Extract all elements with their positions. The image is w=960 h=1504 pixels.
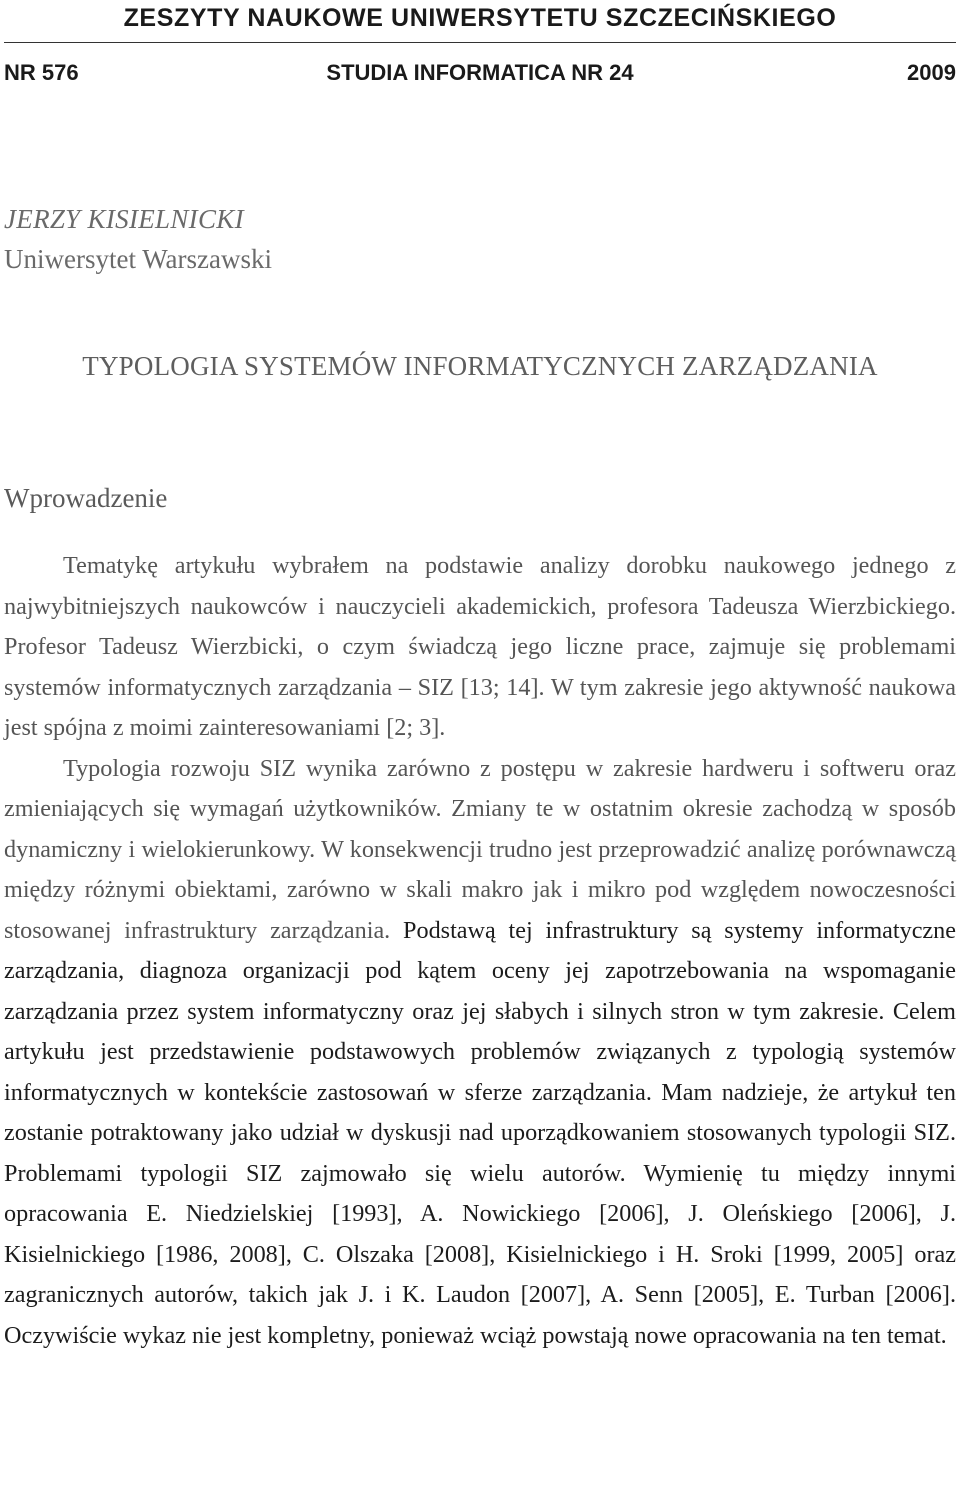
paragraph-typology-part-2: Podstawą tej infrastruktury są systemy informatyczne zarządzania, diagnoza organizacji pod kątem oceny jej zapotrzebowania na wspomaganie zarządzania przez system informatyczny oraz jej słabych i silnych stron w tym zakresie. Celem artykułu jest przedstawienie podstawowych problemów związanych z typologią systemów informatycznych w kontekście zastosowań w sferze zarządzania. Mam nadzieje, że artykuł ten zostanie potraktowany jako udział w dyskusji nad uporządkowaniem stosowanych typologii SIZ. Problemami typologii SIZ zajmowało się wielu autorów. Wymienię tu między innymi opracowania E. Niedzielskiej [1993], A. Nowickiego [2006], J. Oleńskiego [2006], J. Kisielnickiego [1986, 2008], C. Olszaka [2008], Kisielnickiego i H. Sroki [1999, 2005] oraz zagranicznych autorów, takich jak J. i K. Laudon [2007], A. Senn [2005], E. Turban [2006]. Oczywiście wykaz nie jest kompletny, ponieważ wciąż powstają nowe opracowania na ten temat. — [4, 916, 956, 1349]
author-affiliation: Uniwersytet Warszawski — [4, 244, 273, 274]
header-rule — [4, 42, 956, 43]
journal-title: ZESZYTY NAUKOWE UNIWERSYTETU SZCZECIŃSKIEGO — [123, 4, 837, 32]
author-name: JERZY KISIELNICKI — [4, 204, 244, 234]
series-name: STUDIA INFORMATICA NR 24 — [326, 60, 634, 85]
paragraph-intro: Tematykę artykułu wybrałem na podstawie analizy dorobku naukowego jednego z najwybitniejszych naukowców i nauczycieli akademickich, profesora Tadeusza Wierzbickiego. Profesor Tadeusz Wierzbicki, o czym świadczą jego liczne prace, zajmuje się problemami systemów informatycznych zarządzania – SIZ [13; 14]. W tym zakresie jego aktywność naukowa jest spójna z moimi zainteresowaniami [2; 3]. — [4, 552, 956, 741]
issue-year: 2009 — [907, 60, 956, 85]
paragraph-typology-part-1: Typologia rozwoju SIZ wynika zarówno z postępu w zakresie hardweru i softweru oraz zmieniających się wymagań użytkowników. Zmiany te w ostatnim okresie zachodzą w sposób dynamiczny i wielokierunkowy. W konsekwencji trudno jest przeprowadzić analizę porównawczą między różnymi obiektami, zarówno w skali makro jak i mikro pod względem nowoczesności stosowanej infrastruktury zarządzania. — [4, 754, 956, 944]
article-title: TYPOLOGIA SYSTEMÓW INFORMATYCZNYCH ZARZĄDZANIA — [82, 351, 878, 381]
issue-number: NR 576 — [4, 60, 79, 85]
paragraph-typology — [4, 749, 956, 1357]
section-heading: Wprowadzenie — [4, 483, 168, 513]
article-body — [4, 546, 956, 1356]
issue-row — [4, 60, 956, 90]
